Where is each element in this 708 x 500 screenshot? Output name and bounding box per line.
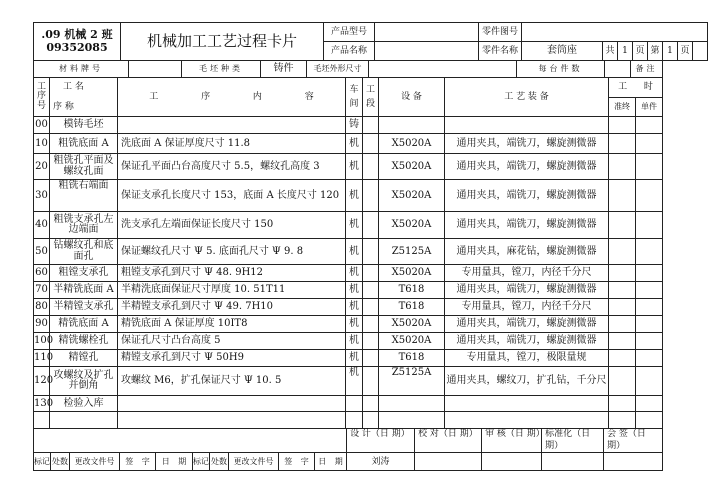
table-row — [34, 282, 663, 299]
row-tooling: 专用量具，镗刀，内径千分尺 — [445, 299, 609, 316]
row-shop — [346, 396, 363, 412]
process-table — [33, 77, 663, 429]
row-name: 钻螺纹孔和底面孔 — [50, 239, 118, 265]
row-tooling: 通用夹具，端铣刀，螺旋测微器 — [445, 134, 609, 154]
mark-label-2: 标记 — [193, 453, 210, 471]
row-no: 80 — [34, 299, 50, 316]
blank-size-value[interactable] — [369, 61, 517, 78]
row-section — [363, 299, 379, 316]
row-content — [118, 396, 346, 412]
row-content: 保证螺纹孔尺寸 Ψ 5. 底面孔尺寸 Ψ 9. 8 — [118, 239, 346, 265]
row-name: 粗铣支承孔左边端面 — [50, 212, 118, 239]
material-row — [33, 60, 663, 78]
row-prep — [609, 134, 636, 154]
sign-label-2: 签 字 — [279, 453, 315, 471]
col-tooling: 工 艺 装 备 — [445, 78, 609, 117]
docno-label-1: 更改文件号 — [70, 453, 120, 471]
row-content: 精铣底面 A 保证厚度 10IT8 — [118, 316, 346, 333]
row-section — [363, 134, 379, 154]
card-title: 机械加工工艺过程卡片 — [121, 23, 324, 61]
table-row — [34, 154, 663, 180]
per-unit-value[interactable] — [605, 61, 631, 78]
reviewer-name[interactable] — [415, 453, 482, 471]
row-equip: X5020A — [379, 134, 445, 154]
col-workshop-label: 车间 — [349, 84, 359, 109]
table-row — [34, 212, 663, 239]
row-shop: 机 — [346, 154, 363, 180]
row-unit — [636, 350, 663, 367]
table-row — [34, 396, 663, 412]
remark-label: 备注 — [631, 61, 663, 78]
row-tooling: 通用夹具，麻花钻，螺旋测微器 — [445, 239, 609, 265]
row-equip: X5020A — [379, 180, 445, 212]
col-proc-name-bottom: 序 称 — [53, 102, 74, 112]
row-tooling: 通用夹具，端铣刀，螺旋测微器 — [445, 282, 609, 299]
row-unit — [636, 282, 663, 299]
row-equip: T618 — [379, 299, 445, 316]
row-unit — [636, 265, 663, 282]
row-prep — [609, 265, 636, 282]
row-shop: 机 — [346, 316, 363, 333]
col-prep-time: 准终 — [609, 98, 636, 117]
row-no: 70 — [34, 282, 50, 299]
row-prep — [609, 299, 636, 316]
row-name: 粗镗支承孔 — [50, 265, 118, 282]
col-proc-name — [50, 78, 118, 117]
row-name: 精镗孔 — [50, 350, 118, 367]
row-content: 保证孔平面凸台高度尺寸 5.5，螺纹孔高度 3 — [118, 154, 346, 180]
blank-type-label: 毛坯种类 — [182, 61, 261, 78]
countersign-name[interactable] — [604, 453, 663, 471]
row-unit — [636, 154, 663, 180]
row-section — [363, 180, 379, 212]
row-content: 半精洗底面保证尺寸厚度 10. 51T11 — [118, 282, 346, 299]
col-time: 工 时 — [609, 78, 663, 98]
row-tooling: 通用夹具，端铣刀，螺旋测微器 — [445, 316, 609, 333]
table-row — [34, 134, 663, 154]
table-row — [34, 333, 663, 350]
sign-label-1: 签 字 — [120, 453, 156, 471]
count-label-1: 处数 — [51, 453, 70, 471]
table-row — [34, 180, 663, 212]
col-section-label: 工段 — [365, 84, 375, 109]
row-shop: 机 — [346, 367, 363, 396]
product-model-value[interactable] — [375, 23, 479, 42]
row-shop: 铸 — [346, 117, 363, 134]
row-name: 模铸毛坯 — [50, 117, 118, 134]
part-name-label: 零件名称 — [479, 42, 522, 61]
row-prep — [609, 333, 636, 350]
row-name: 粗铣右端面 — [50, 180, 118, 212]
row-equip: X5020A — [379, 265, 445, 282]
table-row — [34, 265, 663, 282]
row-content: 精镗支承孔到尺寸 Ψ 50H9 — [118, 350, 346, 367]
row-shop: 机 — [346, 282, 363, 299]
student-id: 09352085 — [46, 40, 108, 54]
row-tooling: 通用夹具，端铣刀，螺旋测微器 — [445, 180, 609, 212]
row-shop: 机 — [346, 180, 363, 212]
row-content — [118, 117, 346, 134]
row-shop: 机 — [346, 265, 363, 282]
page-unit-2: 页 — [678, 42, 693, 61]
col-equipment: 设 备 — [379, 78, 445, 117]
table-row — [34, 117, 663, 134]
row-name: 半精镗支承孔 — [50, 299, 118, 316]
row-section — [363, 239, 379, 265]
page-unit-1: 页 — [633, 42, 648, 61]
row-prep — [609, 212, 636, 239]
row-tooling: 通用夹具，端铣刀，螺旋测微器 — [445, 212, 609, 239]
row-prep — [609, 180, 636, 212]
row-name: 检验入库 — [50, 396, 118, 412]
row-no: 50 — [34, 239, 50, 265]
row-content: 粗镗支承孔到尺寸 Ψ 48. 9H12 — [118, 265, 346, 282]
row-shop: 机 — [346, 134, 363, 154]
row-no: 90 — [34, 316, 50, 333]
row-prep — [609, 154, 636, 180]
row-section — [363, 212, 379, 239]
row-unit — [636, 134, 663, 154]
row-unit — [636, 117, 663, 134]
row-no: 130 — [34, 396, 50, 412]
table-row — [34, 367, 663, 396]
countersign-label: 会 签（日 期） — [604, 429, 663, 453]
row-section — [363, 333, 379, 350]
standard-name[interactable] — [542, 453, 604, 471]
col-proc-name-top: 工 名 — [63, 81, 84, 92]
per-unit-label: 每台件数 — [517, 61, 605, 78]
row-tooling: 通用夹具，螺纹刀，扩孔钻，千分尺 — [445, 367, 609, 396]
row-no: 40 — [34, 212, 50, 239]
count-label-2: 处数 — [210, 453, 229, 471]
row-equip: T618 — [379, 282, 445, 299]
material-grade-label: 材料牌号 — [34, 61, 129, 78]
row-section — [363, 350, 379, 367]
row-name: 粗铣底面 A — [50, 134, 118, 154]
total-pages: 1 — [618, 42, 633, 61]
mark-label-1: 标记 — [34, 453, 51, 471]
row-prep — [609, 316, 636, 333]
row-section — [363, 117, 379, 134]
row-section — [363, 282, 379, 299]
design-label: 设 计（日 期） — [347, 429, 415, 453]
part-no-label: 零件图号 — [479, 23, 522, 42]
date-label-1: 日 期 — [156, 453, 193, 471]
total-label: 共 — [603, 42, 618, 61]
row-content: 半精镗支承孔到尺寸 Ψ 49. 7H10 — [118, 299, 346, 316]
review-label: 校 对（日 期） — [415, 429, 482, 453]
part-no-value[interactable] — [522, 23, 708, 42]
designer-name[interactable]: 刘涛 — [347, 453, 415, 471]
signature-spacer — [34, 429, 347, 453]
row-no: 20 — [34, 154, 50, 180]
row-prep — [609, 117, 636, 134]
row-shop: 机 — [346, 333, 363, 350]
blank-size-label: 毛坯外形尺寸 — [307, 61, 369, 78]
standard-label: 标准化（日 期） — [542, 429, 604, 453]
row-name: 精铣底面 A — [50, 316, 118, 333]
signature-block — [33, 428, 663, 471]
table-row-empty — [34, 412, 663, 429]
row-section — [363, 396, 379, 412]
table-row — [34, 299, 663, 316]
row-shop: 机 — [346, 350, 363, 367]
row-equip: X5020A — [379, 333, 445, 350]
row-name: 粗铣孔平面及螺纹孔面 — [50, 154, 118, 180]
process-card — [33, 22, 690, 478]
audit-label: 审 核（日 期） — [482, 429, 542, 453]
card-header — [33, 22, 708, 61]
row-content: 攻螺纹 M6，扩孔保证尺寸 Ψ 10. 5 — [118, 367, 346, 396]
row-name: 精铣螺栓孔 — [50, 333, 118, 350]
date-label-2: 日 期 — [315, 453, 347, 471]
row-unit — [636, 367, 663, 396]
row-unit — [636, 239, 663, 265]
row-prep — [609, 396, 636, 412]
row-content: 保证孔尺寸凸台高度 5 — [118, 333, 346, 350]
row-equip: Z5125A — [379, 239, 445, 265]
docno-label-2: 更改文件号 — [229, 453, 279, 471]
page-spacer — [693, 42, 708, 61]
row-shop: 机 — [346, 239, 363, 265]
row-unit — [636, 180, 663, 212]
row-prep — [609, 239, 636, 265]
page-no: 1 — [663, 42, 678, 61]
row-tooling — [445, 396, 609, 412]
material-grade-value[interactable] — [129, 61, 182, 78]
row-no: 10 — [34, 134, 50, 154]
row-section — [363, 316, 379, 333]
product-name-label: 产品名称 — [324, 42, 375, 61]
row-unit — [636, 333, 663, 350]
row-unit — [636, 212, 663, 239]
row-no: 120 — [34, 367, 50, 396]
row-name: 半精铣底面 A — [50, 282, 118, 299]
nth-label: 第 — [648, 42, 663, 61]
row-no: 100 — [34, 333, 50, 350]
table-row — [34, 316, 663, 333]
col-content-label: 工 序 内 容 — [149, 91, 314, 102]
class-cell — [34, 23, 121, 61]
row-unit — [636, 299, 663, 316]
row-no: 110 — [34, 350, 50, 367]
row-equip: Z5125A — [379, 367, 445, 396]
col-unit-time: 单件 — [636, 98, 663, 117]
row-prep — [609, 367, 636, 396]
col-section — [363, 78, 379, 117]
row-no: 00 — [34, 117, 50, 134]
row-tooling — [445, 117, 609, 134]
row-equip: X5020A — [379, 212, 445, 239]
row-section — [363, 154, 379, 180]
table-row — [34, 239, 663, 265]
row-unit — [636, 396, 663, 412]
row-content: 保证支承孔长度尺寸 153，底面 A 长度尺寸 120 — [118, 180, 346, 212]
col-content — [118, 78, 346, 117]
auditor-name[interactable] — [482, 453, 542, 471]
product-model-label: 产品型号 — [324, 23, 375, 42]
row-shop: 机 — [346, 212, 363, 239]
row-equip — [379, 117, 445, 134]
row-section — [363, 367, 379, 396]
row-content: 洗底面 A 保证厚度尺寸 11.8 — [118, 134, 346, 154]
row-no: 30 — [34, 180, 50, 212]
row-section — [363, 265, 379, 282]
row-shop: 机 — [346, 299, 363, 316]
product-name-value[interactable] — [375, 42, 479, 61]
row-equip — [379, 396, 445, 412]
row-equip: X5020A — [379, 154, 445, 180]
row-prep — [609, 282, 636, 299]
row-tooling: 通用夹具，端铣刀，螺旋测微器 — [445, 333, 609, 350]
row-equip: X5020A — [379, 316, 445, 333]
row-prep — [609, 350, 636, 367]
row-tooling: 专用量具，镗刀，极限量规 — [445, 350, 609, 367]
table-row — [34, 350, 663, 367]
col-proc-no-label: 工序号 — [36, 81, 46, 111]
col-workshop — [346, 78, 363, 117]
row-content: 洗支承孔左端面保证长度尺寸 150 — [118, 212, 346, 239]
row-equip: T618 — [379, 350, 445, 367]
blank-type-value[interactable]: 铸件 — [261, 61, 307, 78]
part-name-value[interactable]: 套筒座 — [522, 42, 603, 61]
row-tooling: 专用量具，镗刀，内径千分尺 — [445, 265, 609, 282]
row-no: 60 — [34, 265, 50, 282]
row-tooling: 通用夹具，端铣刀，螺旋测微器 — [445, 154, 609, 180]
col-proc-no — [34, 78, 50, 117]
row-unit — [636, 316, 663, 333]
class-line: .09 机械 2 班 — [41, 27, 113, 41]
row-name: 攻螺纹及扩孔并倒角 — [50, 367, 118, 396]
